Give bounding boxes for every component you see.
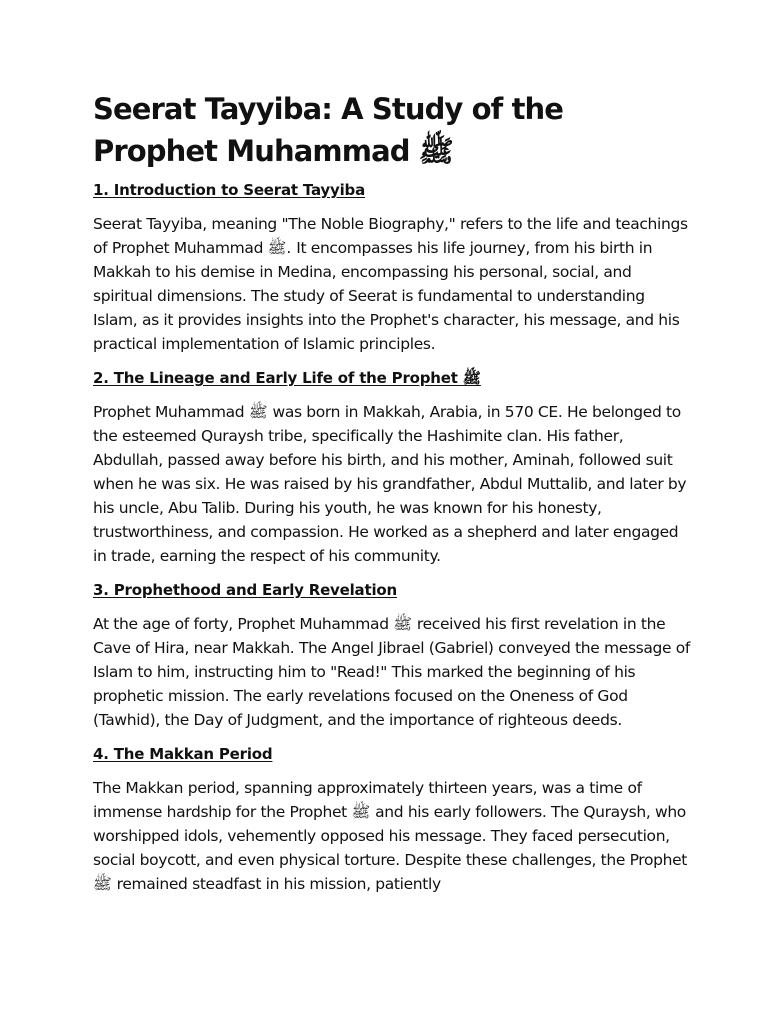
section-introduction — [93, 178, 693, 356]
document-page — [93, 88, 693, 906]
document-title: Seerat Tayyiba: A Study of the Prophet Muhammad ﷺ — [93, 92, 564, 168]
section-heading: 1. Introduction to Seerat Tayyiba — [93, 181, 365, 199]
section-heading: 3. Prophethood and Early Revelation — [93, 581, 397, 599]
section-lineage-early-life — [93, 366, 693, 568]
section-paragraph: Prophet Muhammad ﷺ was born in Makkah, Arabia, in 570 CE. He belonged to the esteemed Quraysh tribe, specifically the Hashimite clan. His father, Abdullah, passed away before his birth, and his mother, Aminah, followed suit when he was six. He was raised by his grandfather, Abdul Muttalib, and later by his uncle, Abu Talib. During his youth, he was known for his honesty, trustworthiness, and compassion. He worked as a shepherd and later engaged in trade, earning the respect of his community. — [93, 403, 687, 565]
section-heading: 2. The Lineage and Early Life of the Prophet ﷺ — [93, 369, 481, 387]
section-makkan-period — [93, 742, 693, 896]
section-paragraph: Seerat Tayyiba, meaning "The Noble Biography," refers to the life and teachings of Prophet Muhammad ﷺ. It encompasses his life journey, from his birth in Makkah to his demise in Medina, encompassing his personal, social, and spiritual dimensions. The study of Seerat is fundamental to understanding Islam, as it provides insights into the Prophet's character, his message, and his practical implementation of Islamic principles. — [93, 215, 688, 353]
section-paragraph: At the age of forty, Prophet Muhammad ﷺ received his first revelation in the Cave of Hira, near Makkah. The Angel Jibrael (Gabriel) conveyed the message of Islam to him, instructing him to "Read!" This marked the beginning of his prophetic mission. The early revelations focused on the Oneness of God (Tawhid), the Day of Judgment, and the importance of righteous deeds. — [93, 615, 691, 729]
section-paragraph: The Makkan period, spanning approximately thirteen years, was a time of immense hardship for the Prophet ﷺ and his early followers. The Quraysh, who worshipped idols, vehemently opposed his message. They faced persecution, social boycott, and even physical torture. Despite these challenges, the Prophet ﷺ remained steadfast in his mission, patiently — [93, 779, 687, 893]
section-prophethood — [93, 578, 693, 732]
section-heading: 4. The Makkan Period — [93, 745, 273, 763]
